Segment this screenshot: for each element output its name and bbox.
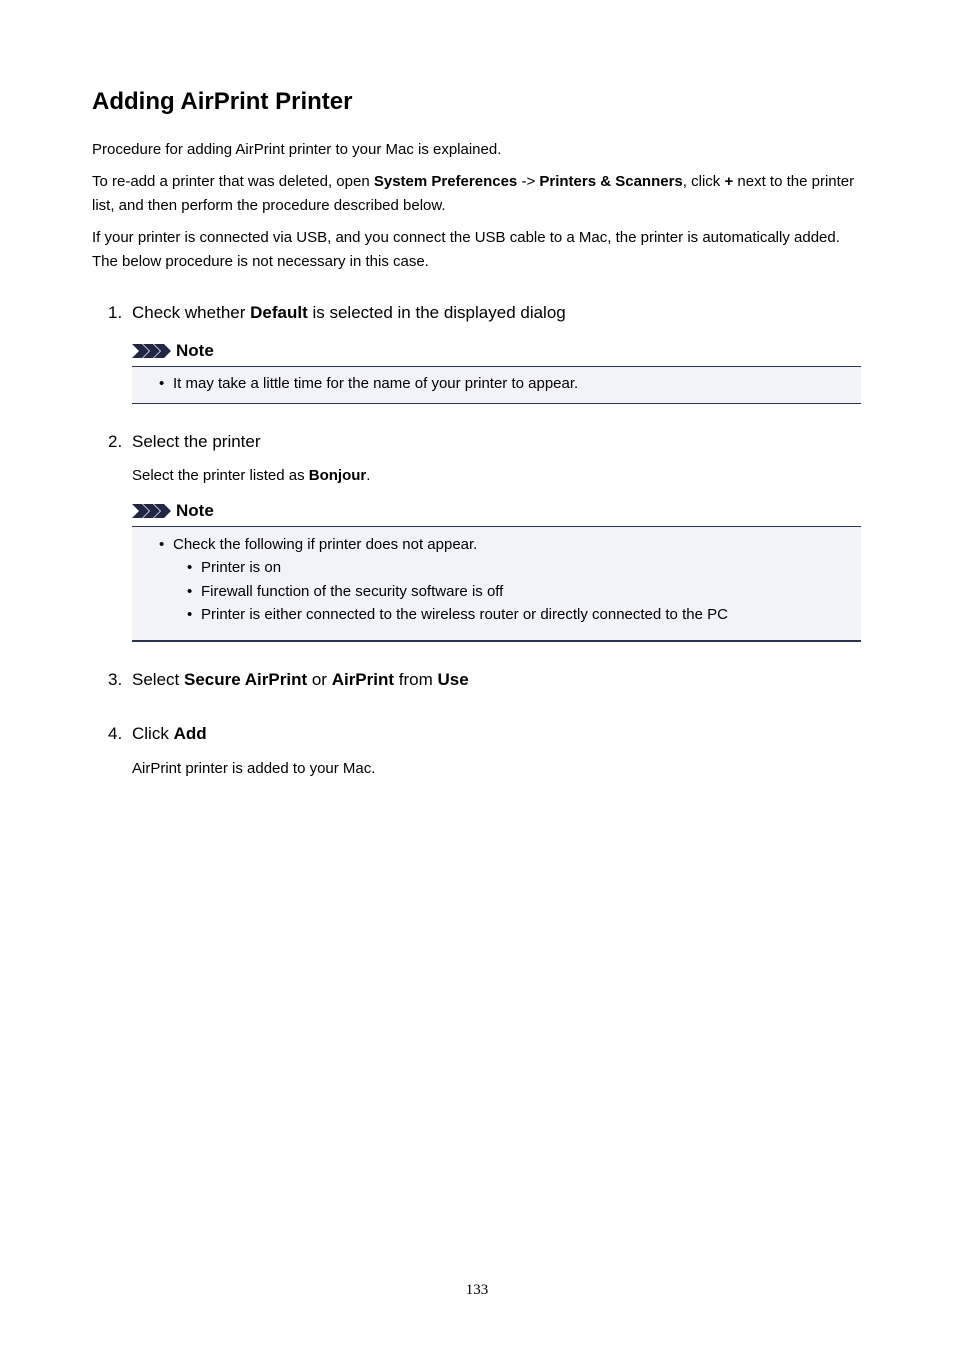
- step-1-number: 1.: [108, 303, 123, 322]
- page-number: 133: [465, 1282, 489, 1298]
- list-item: • Printer is either connected to the wireless router or directly connected to the PC: [187, 606, 728, 623]
- list-item: • Printer is on: [187, 559, 282, 576]
- intro-paragraph-3: If your printer is connected via USB, and you connect the USB cable to a Mac, the printer is automatically added. The below procedure is not necessary in this case.: [92, 229, 840, 270]
- plus-term: +: [724, 173, 734, 190]
- note-box-1: [132, 366, 861, 404]
- step-1-text: Check whether Default is selected in the displayed dialog: [132, 303, 566, 322]
- note-box-2: [132, 526, 861, 642]
- step-4-text: Click Add: [132, 724, 207, 743]
- list-item: • It may take a little time for the name of your printer to appear.: [159, 375, 579, 392]
- note-heading-2: Note: [132, 500, 214, 522]
- intro-paragraph-2: To re-add a printer that was deleted, open System Preferences -> Printers & Scanners, click + next to the printer list, and then perform the procedure described below.: [92, 173, 855, 214]
- step-3-text: Select Secure AirPrint or AirPrint from Use: [132, 670, 469, 689]
- page-title: Adding AirPrint Printer: [92, 88, 353, 115]
- system-preferences-term: System Preferences: [373, 173, 518, 190]
- list-item: • Firewall function of the security software is off: [187, 583, 504, 600]
- step-2-description: Select the printer listed as Bonjour.: [132, 467, 371, 484]
- step-4-description: AirPrint printer is added to your Mac.: [132, 760, 376, 777]
- step-2-text: Select the printer: [132, 432, 261, 451]
- note-chevrons-icon: [132, 343, 172, 359]
- step-4-number: 4.: [108, 724, 123, 743]
- list-item: • Check the following if printer does not appear.: [159, 536, 478, 553]
- step-2-number: 2.: [108, 432, 123, 451]
- step-3-number: 3.: [108, 670, 123, 689]
- note-heading-1: Note: [132, 340, 214, 362]
- printers-scanners-term: Printers & Scanners: [539, 173, 683, 190]
- intro-paragraph-1: Procedure for adding AirPrint printer to your Mac is explained.: [92, 141, 502, 158]
- note-chevrons-icon: [132, 503, 172, 519]
